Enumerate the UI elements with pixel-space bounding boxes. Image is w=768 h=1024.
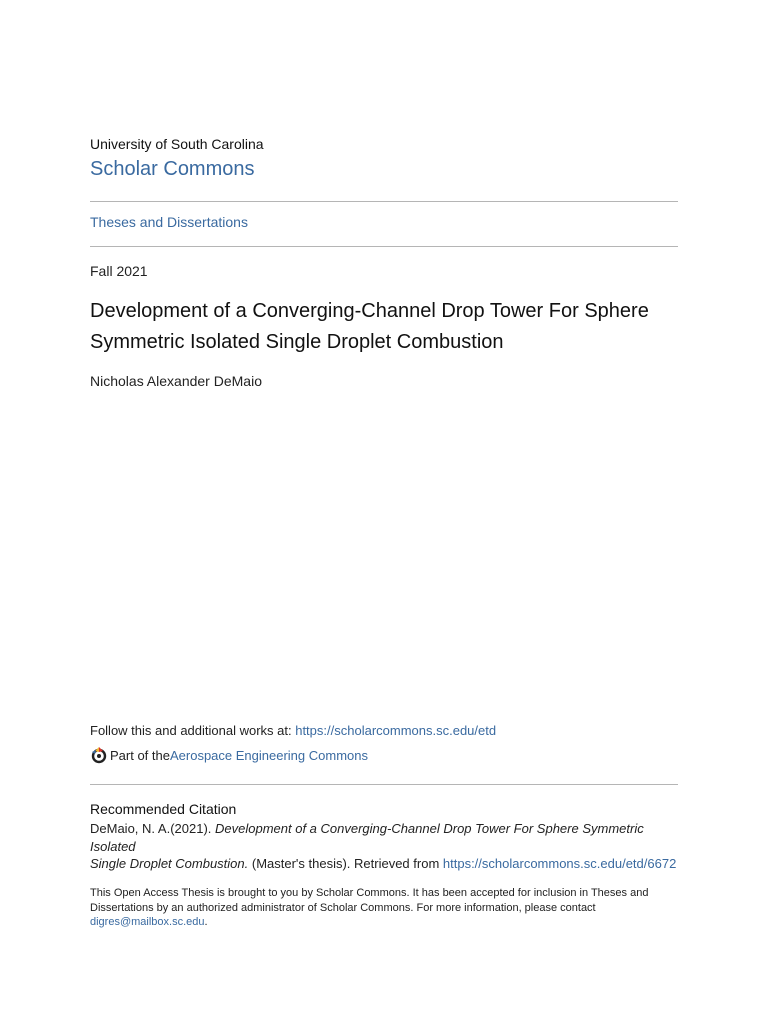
network-icon [90, 746, 108, 764]
divider [90, 246, 678, 247]
divider [90, 784, 678, 785]
divider [90, 201, 678, 202]
repository-link[interactable]: Scholar Commons [90, 158, 255, 180]
citation-url-link[interactable]: https://scholarcommons.sc.edu/etd/6672 [442, 856, 677, 871]
part-of-prefix: Part of the [110, 747, 170, 763]
citation-suffix: (Master's thesis). Retrieved from [248, 856, 443, 871]
citation-author-year: DeMaio, N. A.(2021). [90, 821, 215, 836]
follow-url-link[interactable]: https://scholarcommons.sc.edu/etd [295, 723, 497, 738]
cover-page [90, 0, 678, 1024]
citation-heading: Recommended Citation [90, 801, 237, 817]
footer-line-1: This Open Access Thesis is brought to you by Scholar Commons. It has been accepted for inclusion in Theses and [90, 887, 649, 899]
aerospace-commons-link[interactable]: Aerospace Engineering Commons [169, 747, 368, 763]
footer-end: . [204, 916, 208, 928]
citation-title-1: Development of a Converging-Channel Drop Tower For Sphere Symmetric Isolated [90, 821, 644, 854]
footer-line-2: Dissertations by an authorized administrator of Scholar Commons. For more information, please contact [90, 901, 596, 914]
part-of-line [90, 746, 368, 764]
follow-prefix: Follow this and additional works at: [90, 723, 296, 738]
title-line-2: Symmetric Isolated Single Droplet Combustion [90, 331, 504, 353]
document-title [90, 296, 678, 358]
publication-date: Fall 2021 [90, 263, 148, 279]
citation-title-2: Single Droplet Combustion. [90, 856, 249, 871]
footer-notice [90, 886, 678, 930]
citation-text [90, 820, 678, 873]
institution-name: University of South Carolina [90, 136, 264, 152]
author-name: Nicholas Alexander DeMaio [90, 373, 262, 389]
title-line-1: Development of a Converging-Channel Drop Tower For Sphere [90, 300, 649, 322]
follow-line [90, 723, 496, 738]
contact-email-link[interactable]: digres@mailbox.sc.edu [90, 916, 205, 928]
collection-link[interactable]: Theses and Dissertations [90, 214, 248, 230]
